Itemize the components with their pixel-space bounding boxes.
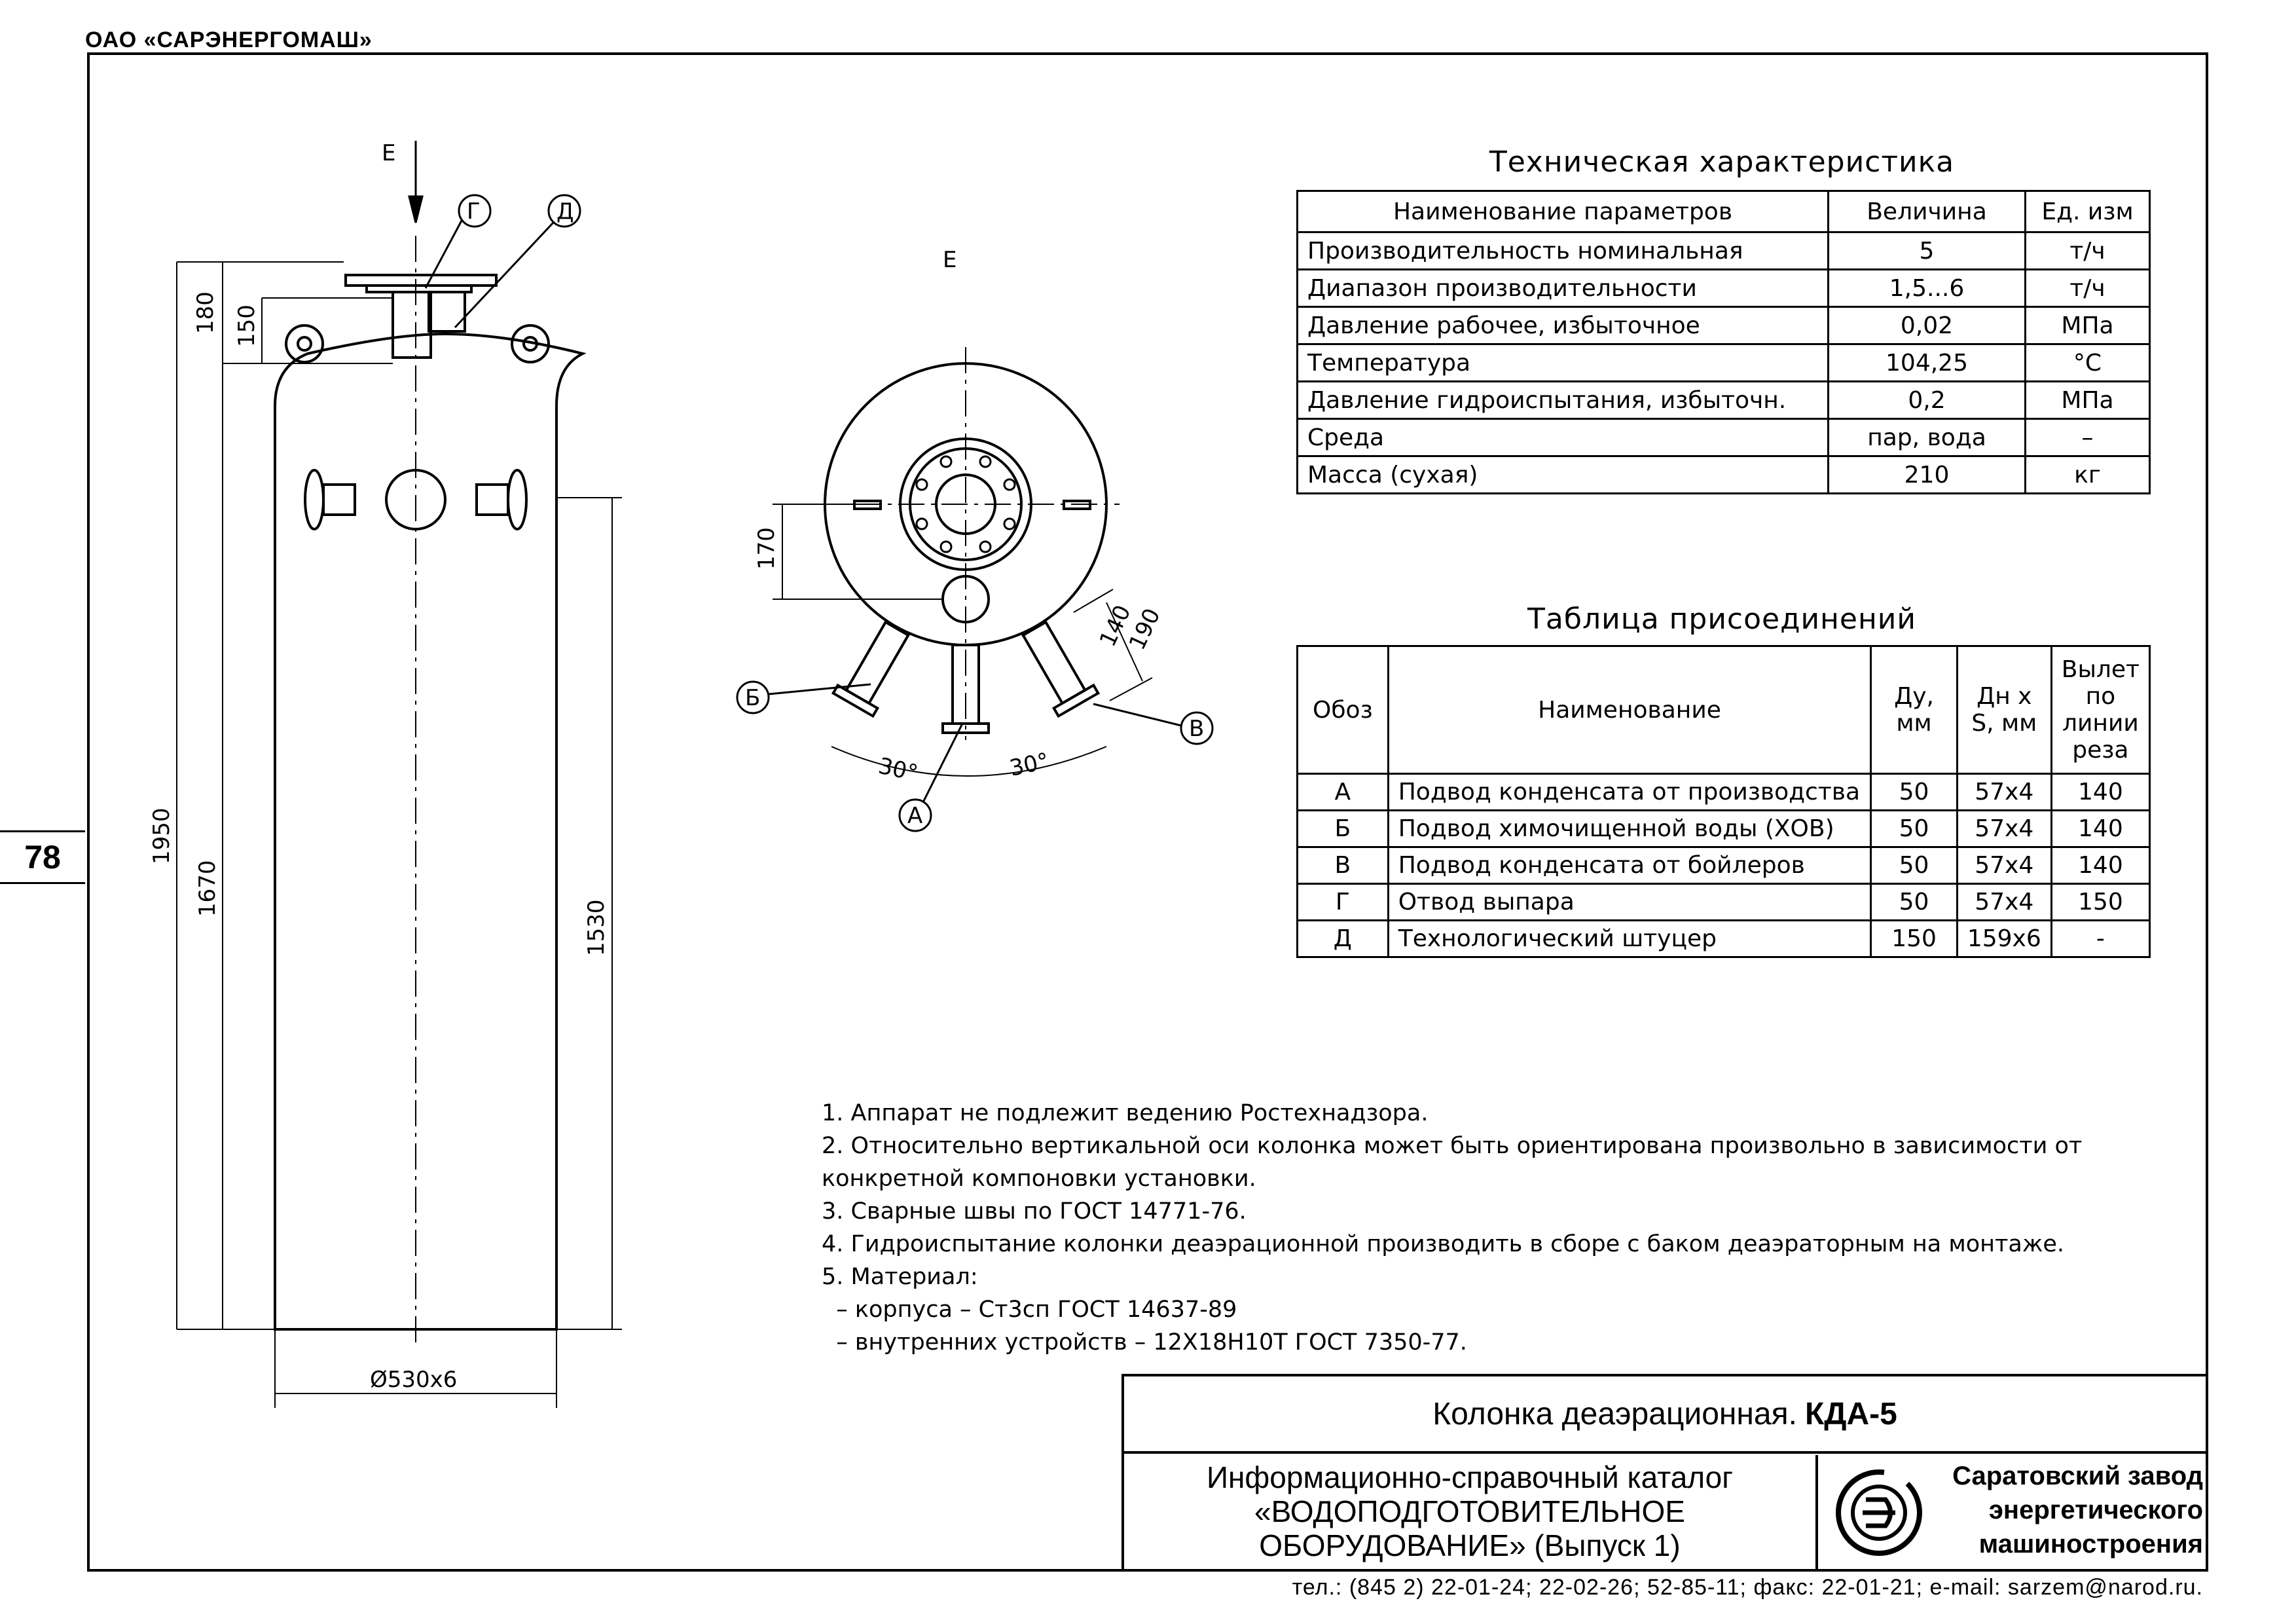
marker-v: В [1189,716,1205,742]
param-value: 1,5...6 [1829,270,2026,307]
conn-name: Подвод конденсата от бойлеров [1388,847,1871,884]
param-value: 210 [1829,456,2026,494]
plant-line: машиностроения [1978,1530,2203,1559]
dim-150: 150 [234,304,260,347]
header-value: Величина [1829,191,2026,232]
table-row [1298,382,2150,419]
dim-140: 140 [1094,601,1137,651]
param-unit: т/ч [2026,270,2150,307]
company-name: ОАО «САРЭНЕРГОМАШ» [85,28,373,52]
angle-left: 30° [876,752,920,787]
note-line: – внутренних устройств – 12Х18Н10Т ГОСТ 7350-77. [822,1329,1467,1356]
conn-code: Д [1298,921,1389,957]
conn-dn: 57х4 [1957,847,2051,884]
param-value: 0,02 [1829,307,2026,344]
tech-table-header [1298,191,2150,232]
conn-du: 50 [1871,774,1957,811]
table-row [1298,232,2150,270]
dim-170: 170 [754,527,780,570]
param-unit: – [2026,419,2150,456]
header-name: Наименование [1388,646,1871,774]
plant-line: энергетического [1988,1496,2203,1524]
note-line: 2. Относительно вертикальной оси колонка может быть ориентирована произвольно в зависимости от [822,1133,2083,1159]
catalog-line: Информационно-справочный каталог [1206,1460,1734,1494]
plant-line: Саратовский завод [1952,1462,2203,1490]
note-line: конкретной компоновки установки. [822,1166,1256,1192]
param-value: 5 [1829,232,2026,270]
table-row [1298,847,2150,884]
note-line: – корпуса – Ст3сп ГОСТ 14637-89 [822,1297,1237,1323]
notes [822,1097,2082,1359]
conn-outreach: 140 [2051,847,2149,884]
product-model: КДА-5 [1804,1396,1897,1431]
header-du: Ду, мм [1871,646,1957,774]
conn-outreach: 140 [2051,811,2149,847]
param-value: 0,2 [1829,382,2026,419]
marker-a: А [907,803,923,829]
header-code: Обоз [1298,646,1389,774]
param-unit: кг [2026,456,2150,494]
page-number: 78 [24,839,61,876]
header-unit: Ед. изм [2026,191,2150,232]
header-dn: Дн х S, мм [1957,646,2051,774]
conn-du: 50 [1871,847,1957,884]
table-row [1298,419,2150,456]
param-name: Температура [1298,344,1829,382]
conn-name: Подвод конденсата от производства [1388,774,1871,811]
note-line: 4. Гидроиспытание колонки деаэрационной производить в сборе с баком деаэраторным на монтаже. [822,1231,2065,1257]
catalog-info [1124,1455,1818,1570]
param-name: Давление гидроиспытания, избыточн. [1298,382,1829,419]
table-row [1298,774,2150,811]
param-unit: МПа [2026,307,2150,344]
conn-outreach: - [2051,921,2149,957]
conn-code: А [1298,774,1389,811]
note-line: 5. Материал: [822,1264,978,1290]
conn-dn: 159х6 [1957,921,2051,957]
plant-name [1935,1459,2203,1561]
angle-right: 30° [1007,748,1051,782]
conn-du: 150 [1871,921,1957,957]
dim-1670: 1670 [194,860,221,917]
logo-icon [1823,1455,1935,1570]
param-value: пар, вода [1829,419,2026,456]
param-name: Диапазон производительности [1298,270,1829,307]
conn-du: 50 [1871,884,1957,921]
dim-1950: 1950 [149,807,175,864]
marker-g: Г [467,198,481,225]
dim-diameter: Ø530x6 [370,1367,458,1393]
conn-name: Технологический штуцер [1388,921,1871,957]
table-row [1298,456,2150,494]
table-row [1298,307,2150,344]
param-unit: МПа [2026,382,2150,419]
param-unit: °С [2026,344,2150,382]
catalog-line: ОБОРУДОВАНИЕ» (Выпуск 1) [1259,1528,1681,1562]
catalog-line: «ВОДОПОДГОТОВИТЕЛЬНОЕ [1254,1494,1685,1528]
conn-du: 50 [1871,811,1957,847]
table-row [1298,270,2150,307]
nozzle-g [393,292,431,358]
marker-b: Б [745,685,761,711]
note-line: 1. Аппарат не подлежит ведению Ростехнадзора. [822,1100,1429,1126]
conn-table-title: Таблица присоединений [1527,602,1916,636]
header-param: Наименование параметров [1298,191,1829,232]
product-title: Колонка деаэрационная. [1432,1396,1797,1431]
dim-180: 180 [192,291,219,334]
conn-name: Отвод выпара [1388,884,1871,921]
conn-outreach: 150 [2051,884,2149,921]
marker-d: Д [556,198,574,225]
top-view-label: Е [943,247,957,273]
table-row [1298,344,2150,382]
conn-code: Г [1298,884,1389,921]
top-flange [346,275,496,286]
param-name: Давление рабочее, избыточное [1298,307,1829,344]
title-block-title [1124,1376,2206,1454]
table-row [1298,811,2150,847]
header-outreach: Вылет по линии реза [2051,646,2149,774]
conn-code: В [1298,847,1389,884]
conn-code: Б [1298,811,1389,847]
plant-logo [1823,1455,1935,1570]
param-name: Производительность номинальная [1298,232,1829,270]
dim-1530: 1530 [583,899,610,956]
table-row [1298,921,2150,957]
conn-dn: 57х4 [1957,774,2051,811]
view-arrow-label: Е [382,140,396,166]
nozzle-d [429,292,465,331]
conn-table-header [1298,646,2150,774]
param-value: 104,25 [1829,344,2026,382]
param-unit: т/ч [2026,232,2150,270]
note-line: 3. Сварные швы по ГОСТ 14771-76. [822,1198,1247,1225]
conn-name: Подвод химочищенной воды (ХОВ) [1388,811,1871,847]
conn-dn: 57х4 [1957,884,2051,921]
tech-table [1296,190,2151,494]
dim-190: 190 [1123,604,1166,654]
connections-table [1296,645,2151,958]
param-name: Среда [1298,419,1829,456]
contacts-line: тел.: (845 2) 22-01-24; 22-02-26; 52-85-11; факс: 22-01-21; e-mail: sarzem@narod.ru. [1292,1575,2203,1600]
table-row [1298,884,2150,921]
conn-dn: 57х4 [1957,811,2051,847]
conn-outreach: 140 [2051,774,2149,811]
param-name: Масса (сухая) [1298,456,1829,494]
tech-table-title: Техническая характеристика [1489,145,1955,179]
